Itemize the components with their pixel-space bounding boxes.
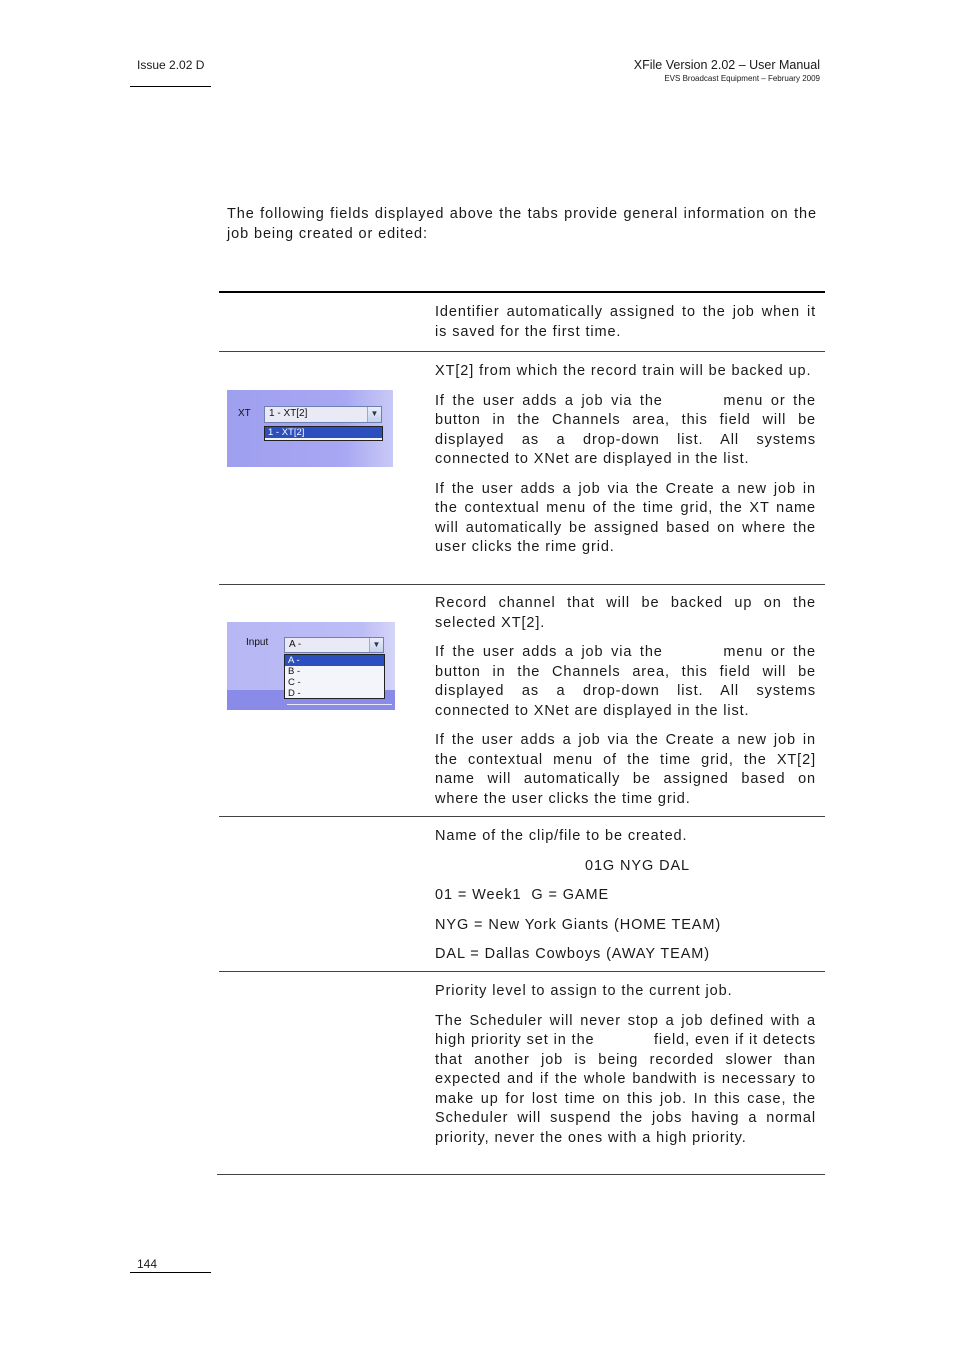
description-paragraph: XT[2] from which the record train will be backed up.: [435, 363, 812, 379]
input-select-value: A -: [289, 639, 302, 650]
description-paragraph: If the user adds a job via the Create a new job in the contextual menu of the time grid, the XT[2] name will automatically be assigned based on where the user clicks the time grid.: [435, 732, 816, 807]
description-paragraph: The Scheduler will never stop a job defined with a high priority set in the field, even if it detects that another job is being recorded slower than expected and if the whole bandwith is necessary to make up for lost time on this job. In this case, the Scheduler will suspend the jobs having a normal priority, never the ones with a high priority.: [435, 1012, 821, 1146]
chevron-down-icon[interactable]: ▼: [367, 407, 381, 422]
input-option[interactable]: C -: [288, 677, 301, 688]
intro-paragraph: The following fields displayed above the tabs provide general information on the job being created or edited:: [227, 206, 817, 242]
manual-subtitle: EVS Broadcast Equipment – February 2009: [664, 74, 820, 83]
legend-line: NYG = New York Giants (HOME TEAM): [435, 916, 722, 933]
description-paragraph: If the user adds a job via the menu or the button in the Channels area, this field will be displayed as a drop-down list. All systems connected to XNet are displayed in the list.: [435, 644, 856, 719]
description-paragraph: If the user adds a job via the menu or the button in the Channels area, this field will be displayed as a drop-down list. All systems connected to XNet are displayed in the list.: [435, 392, 856, 467]
description-paragraph: Record channel that will be backed up on the selected XT[2].: [435, 595, 816, 631]
input-option[interactable]: A -: [285, 655, 384, 666]
window-strip-highlight: [287, 704, 392, 705]
chevron-down-icon[interactable]: ▼: [369, 638, 383, 652]
input-label: Input: [246, 637, 269, 648]
table-bottom-rule: [217, 1174, 825, 1175]
xt-option[interactable]: 1 - XT[2]: [265, 427, 382, 438]
footer-rule: [130, 1272, 211, 1273]
description-paragraph: Name of the clip/file to be created.: [435, 828, 688, 844]
issue-label: Issue 2.02 D: [137, 58, 205, 72]
table-row-divider: [219, 584, 825, 585]
input-option[interactable]: D -: [288, 688, 301, 699]
table-row-input-description: [435, 594, 856, 819]
legend-line: 01 = Week1 G = GAME: [435, 887, 610, 903]
input-select[interactable]: [284, 637, 384, 653]
description-paragraph: Identifier automatically assigned to the job when it is saved for the first time.: [435, 304, 816, 340]
page-number: 144: [137, 1257, 158, 1271]
table-top-rule: [219, 291, 825, 293]
xt-options-list: [264, 426, 383, 441]
header-title-block: [634, 58, 820, 83]
description-paragraph: Priority level to assign to the current job.: [435, 983, 733, 999]
table-row-name-description: [435, 827, 816, 975]
manual-title: XFile Version 2.02 – User Manual: [633, 58, 820, 72]
example-name: 01G NYG DAL: [585, 857, 690, 874]
xt-select[interactable]: [264, 406, 382, 423]
legend-line: DAL = Dallas Cowboys (AWAY TEAM): [435, 946, 710, 962]
table-row-id-description: [435, 303, 816, 352]
input-option[interactable]: B -: [288, 666, 301, 677]
header-rule: [130, 86, 211, 87]
xt-select-value: 1 - XT[2]: [269, 408, 308, 419]
xt-dropdown-screenshot: [227, 390, 393, 467]
input-dropdown-screenshot: [227, 622, 395, 710]
table-row-priority-description: [435, 982, 821, 1158]
xt-label: XT: [238, 408, 251, 419]
description-paragraph: If the user adds a job via the Create a new job in the contextual menu of the time grid, the XT name will automatically be assigned based on where the user clicks the rime grid.: [435, 480, 816, 555]
table-row-xt-description: [435, 362, 856, 568]
input-options-list: [284, 654, 385, 699]
